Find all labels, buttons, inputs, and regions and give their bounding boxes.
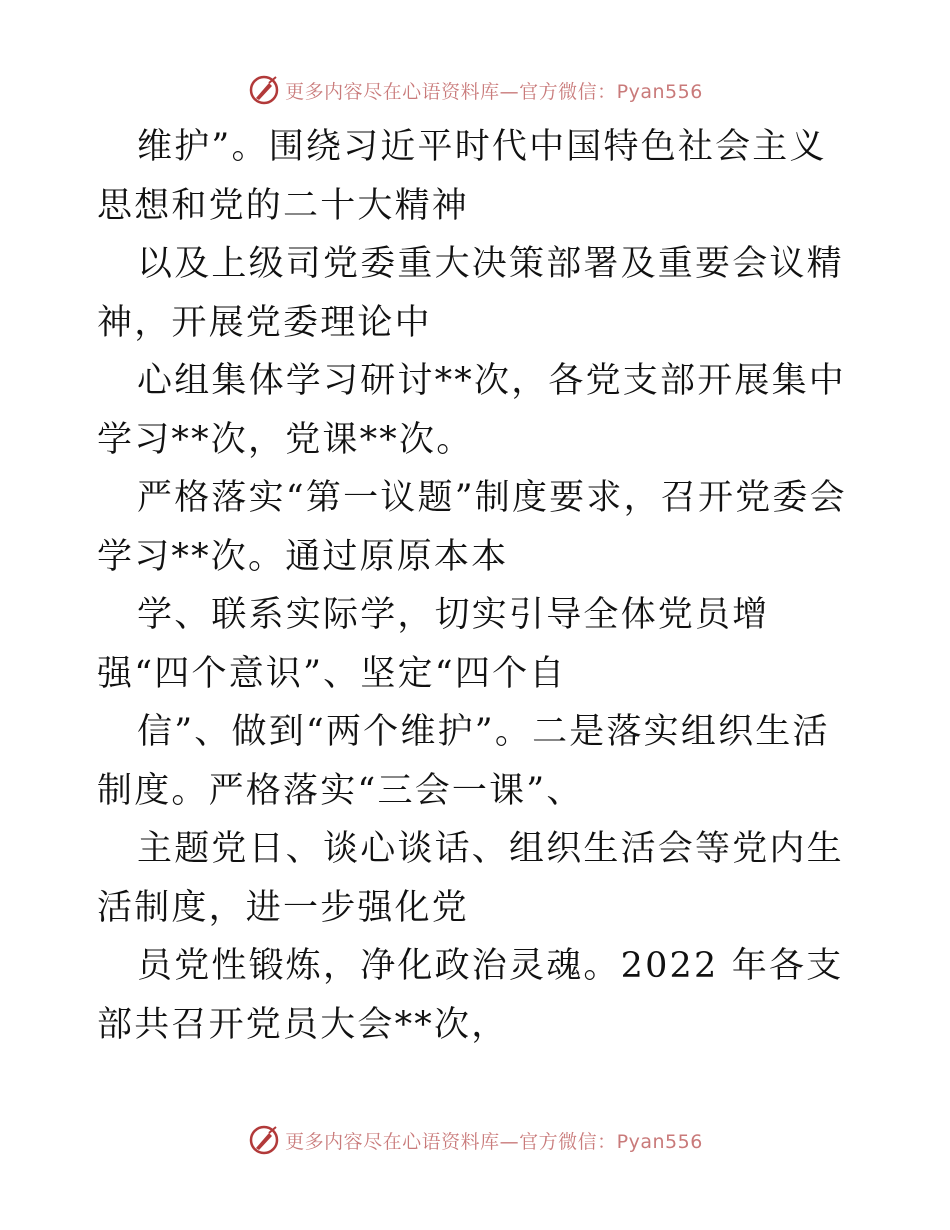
paragraph-3: 心组集体学习研讨**次，各党支部开展集中学习**次，党课**次。 xyxy=(97,361,847,460)
footer-banner-text: 更多内容尽在心语资料库—官方微信：Pyan556 xyxy=(285,1130,703,1153)
header-watermark-banner xyxy=(0,70,950,110)
paragraph-6: 信”、做到“两个维护”。二是落实组织生活制度。严格落实“三会一课”、 xyxy=(97,712,830,811)
paragraph-5: 学、联系实际学，切实引导全体党员增强“四个意识”、坚定“四个自 xyxy=(97,595,770,694)
quill-pen-logo-icon xyxy=(247,1123,281,1157)
paragraph-4: 严格落实“第一议题”制度要求，召开党委会学习**次。通过原原本本 xyxy=(97,478,847,577)
paragraph-2: 以及上级司党委重大决策部署及重要会议精神，开展党委理论中 xyxy=(97,244,844,343)
quill-pen-logo-icon xyxy=(247,73,281,107)
header-banner-text: 更多内容尽在心语资料库—官方微信：Pyan556 xyxy=(285,80,703,103)
paragraph-1: 维护”。围绕习近平时代中国特色社会主义思想和党的二十大精神 xyxy=(97,127,827,226)
paragraph-7: 主题党日、谈心谈话、组织生活会等党内生活制度，进一步强化党 xyxy=(97,829,844,928)
document-body xyxy=(97,118,857,1054)
footer-watermark-banner xyxy=(0,1120,950,1160)
paragraph-8: 员党性锻炼，净化政治灵魂。2022 年各支部共召开党员大会**次， xyxy=(97,946,844,1045)
